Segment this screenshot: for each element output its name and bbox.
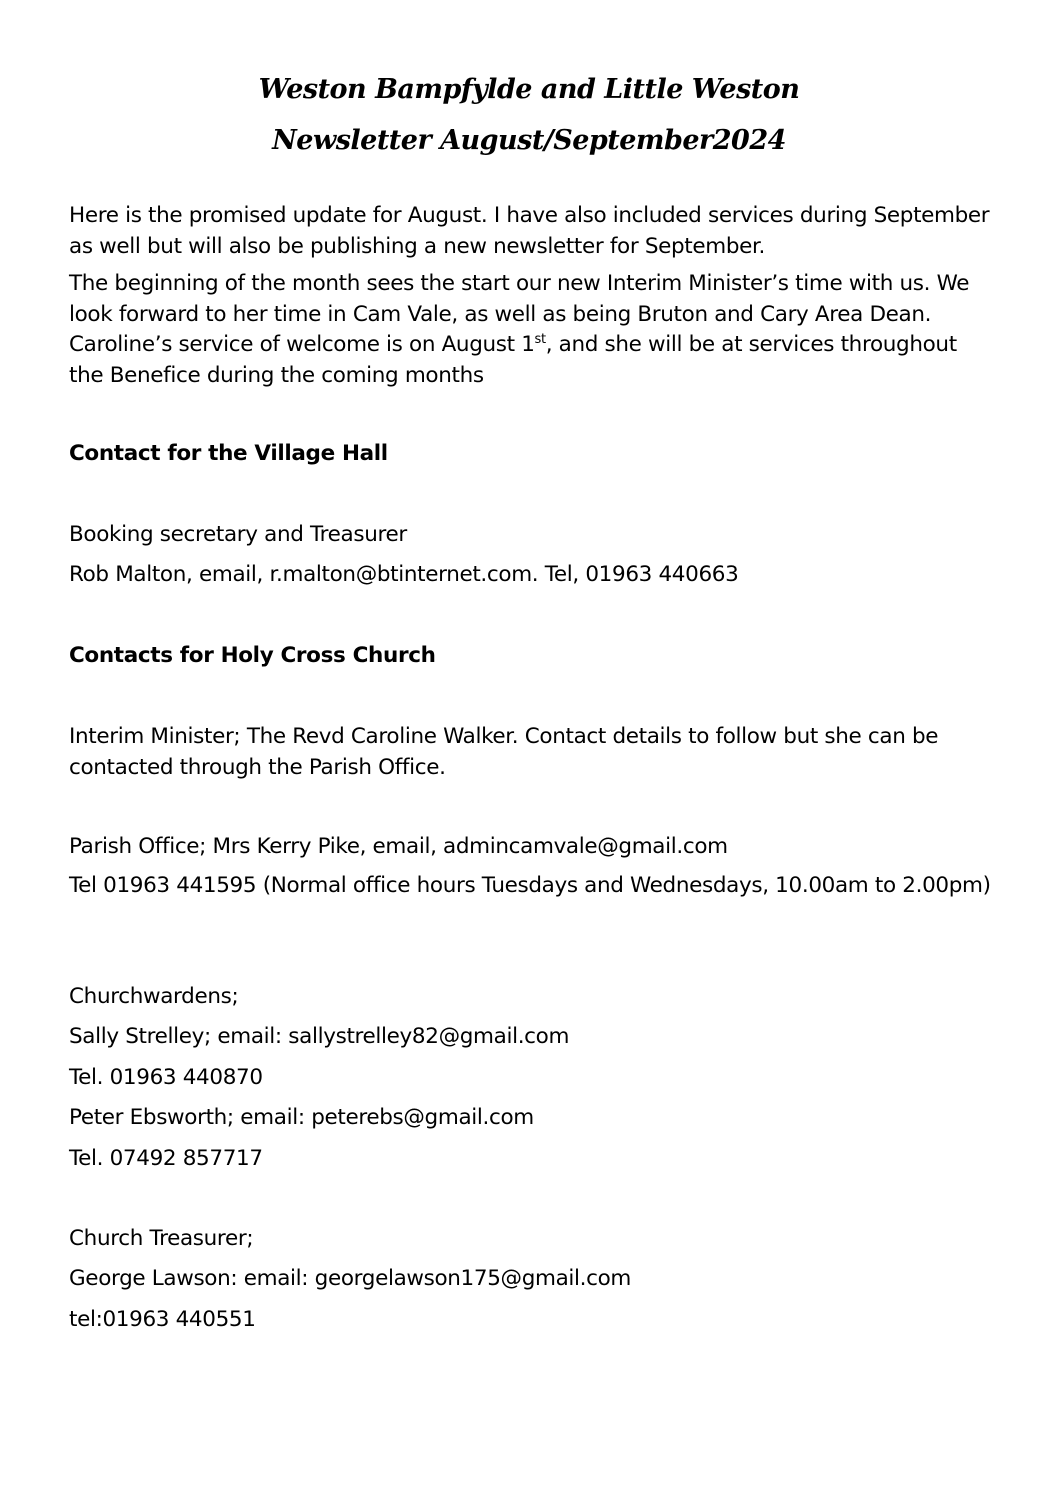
- churchwardens-label: Churchwardens;: [69, 984, 239, 1009]
- warden-1-contact: Sally Strelley; email: sallystrelley82@gmail.com: [69, 1024, 570, 1049]
- parish-office-contact: Parish Office; Mrs Kerry Pike, email, admincamvale@gmail.com: [69, 834, 728, 859]
- treasurer-label: Church Treasurer;: [69, 1226, 254, 1251]
- interim-minister-text: Interim Minister; The Revd Caroline Walker. Contact details to follow but she can be contacted through the Parish Office.: [69, 724, 939, 780]
- treasurer-tel: tel:01963 440551: [69, 1307, 256, 1332]
- parish-office-tel: Tel 01963 441595 (Normal office hours Tuesdays and Wednesdays, 10.00am to 2.00pm): [69, 873, 991, 898]
- intro-paragraph-2-end: , and she will be at services throughout the Benefice during the coming months: [69, 332, 957, 388]
- warden-2-contact: Peter Ebsworth; email: peterebs@gmail.com: [69, 1105, 534, 1130]
- title-line-1: Weston Bampfylde and Little Weston: [258, 74, 800, 105]
- church-heading: Contacts for Holy Cross Church: [69, 643, 436, 668]
- warden-1-tel: Tel. 01963 440870: [69, 1065, 263, 1090]
- village-hall-role: Booking secretary and Treasurer: [69, 522, 407, 547]
- title-line-2: Newsletter August/September2024: [272, 125, 786, 156]
- intro-paragraph-2: [69, 269, 994, 391]
- intro-paragraph-2-text: The beginning of the month sees the start our new Interim Minister’s time with us. We look forward to her time in Cam Vale, as well as being Bruton and Cary Area Dean. Caroline’s service of welcome is on August 1: [69, 271, 970, 357]
- warden-2-tel: Tel. 07492 857717: [69, 1146, 263, 1171]
- ordinal-suffix: st: [534, 331, 546, 347]
- treasurer-contact: George Lawson: email: georgelawson175@gmail.com: [69, 1266, 632, 1291]
- village-hall-contact: Rob Malton, email, r.malton@btinternet.com. Tel, 01963 440663: [69, 562, 739, 587]
- intro-paragraph-1: Here is the promised update for August. I have also included services during September as well but will also be publishing a new newsletter for September.: [69, 203, 990, 259]
- village-hall-heading: Contact for the Village Hall: [69, 441, 388, 466]
